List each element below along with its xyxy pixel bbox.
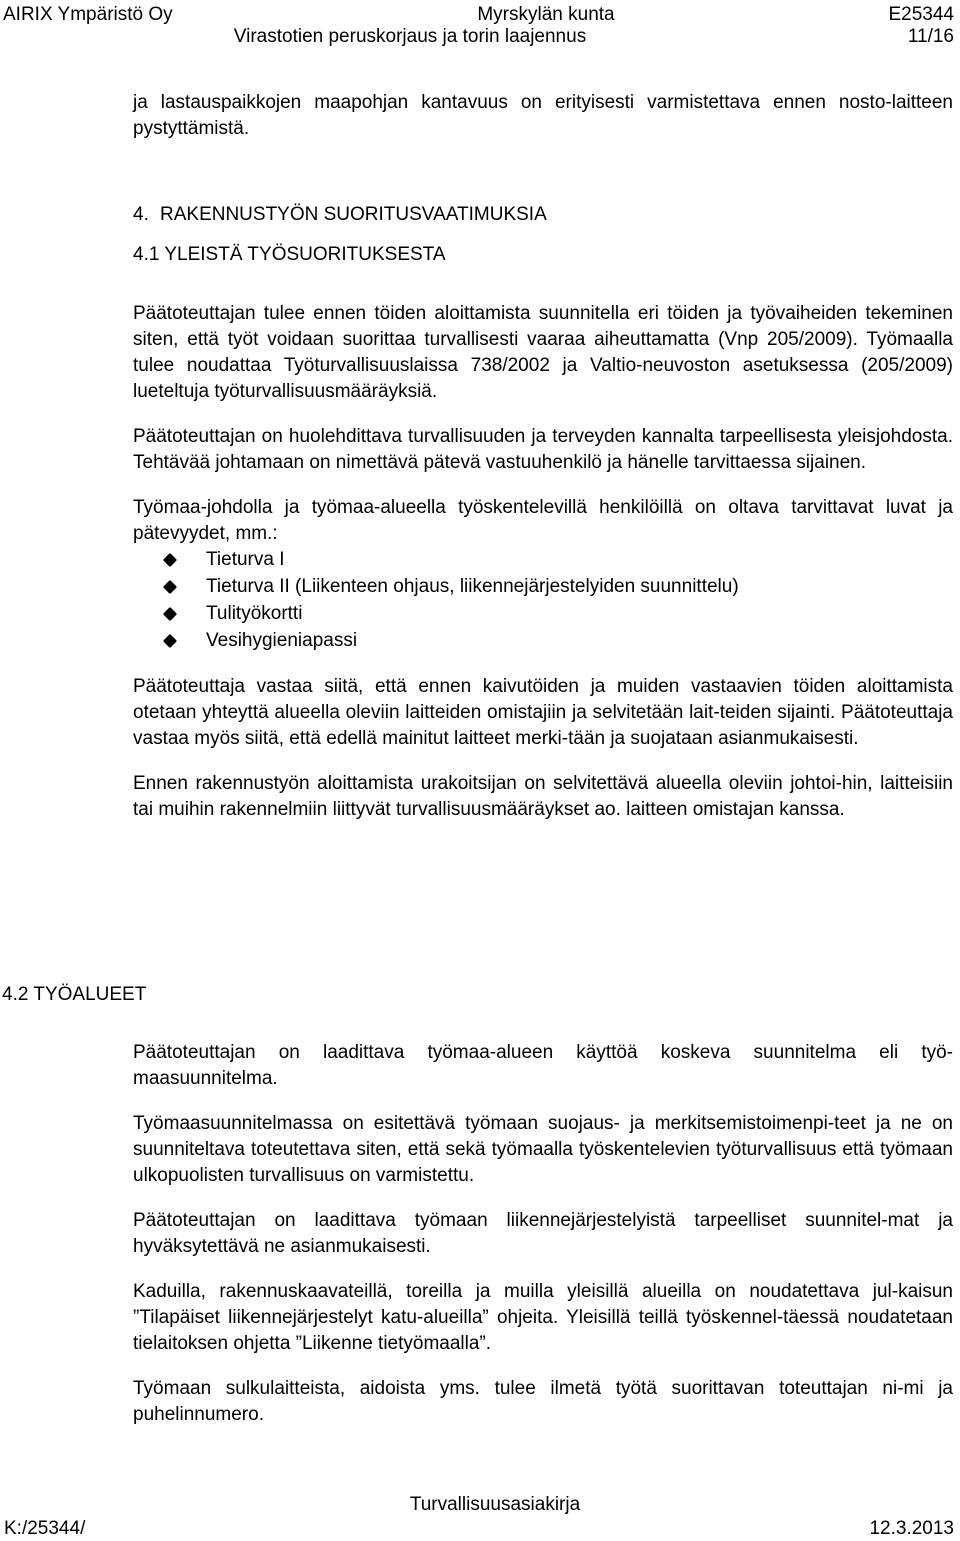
company-name: AIRIX Ympäristö Oy [3,4,173,25]
project-name: Virastotien peruskorjaus ja torin laajennus [233,26,587,47]
list-item: Tieturva I [133,547,953,574]
section-41-body [133,301,953,823]
qualification-list [133,547,953,655]
section-41-paragraph: Päätoteuttajan on huolehdittava turvallisuuden ja terveyden kannalta tarpeellisesta yleisjohdosta. Tehtävää johtamaan on nimettävä pätevä vastuuhenkilö ja hänelle tarvittaessa sijainen. [133,426,953,473]
intro-block [133,90,953,142]
intro-paragraph: ja lastauspaikkojen maapohjan kantavuus on erityisesti varmistettava ennen nosto-laitteen pystyttämistä. [133,92,953,139]
document-date: 12.3.2013 [869,1518,954,1539]
bullet-icon [163,580,177,594]
section-4-number: 4. [133,204,149,225]
section-41-heading: 4.1 YLEISTÄ TYÖSUORITUKSESTA [133,244,446,265]
page-footer [0,1491,960,1538]
bullet-icon [163,634,177,648]
list-item: Tieturva II (Liikenteen ohjaus, liikennejärjestelyiden suunnittelu) [133,574,953,601]
section-42-paragraph: Kaduilla, rakennuskaavateillä, toreilla ja muilla yleisillä alueilla on noudatettava jul-kaisun ”Tilapäiset liikennejärjestelyt katu-alueilla” ohjeita. Yleisillä teillä työskennel-täessä noudatetaan tielaitoksen ohjetta ”Liikenne tietyömaalla”. [133,1281,953,1354]
list-item: Tulityökortti [133,601,953,628]
section-4-title: RAKENNUSTYÖN SUORITUSVAATIMUKSIA [160,204,547,225]
section-42-paragraph: Päätoteuttajan on laadittava työmaa-alueen käyttöä koskeva suunnitelma eli työ-maasuunnitelma. [133,1042,953,1089]
bullet-icon [163,607,177,621]
list-item: Vesihygieniapassi [133,628,953,655]
section-42-body [133,1040,953,1428]
client-name: Myrskylän kunta [477,4,615,25]
section-42-heading: 4.2 TYÖALUEET [2,984,147,1005]
document-type: Turvallisuusasiakirja [409,1494,581,1515]
section-41-paragraph: Ennen rakennustyön aloittamista urakoitsijan on selvitettävä alueella oleviin johtoi-hin, laitteisiin tai muihin rakennelmiin liittyvät turvallisuusmääräykset ao. laitteen omistajan kanssa. [133,773,953,820]
page-header [0,0,960,52]
page-number: 11/16 [907,26,954,47]
section-42-paragraph: Päätoteuttajan on laadittava työmaan liikennejärjestelyistä tarpeelliset suunnitel-mat ja hyväksytettävä ne asianmukaisesti. [133,1210,953,1257]
project-code: E25344 [888,4,954,25]
section-41-paragraph: Päätoteuttaja vastaa siitä, että ennen kaivutöiden ja muiden vastaavien töiden aloittamista otetaan yhteyttä alueella oleviin laitteiden omistajiin ja selvitetään lait-teiden sijainti. Päätoteuttaja vastaa myös siitä, että edellä mainitut laitteet merki-tään ja suojataan asianmukaisesti. [133,676,953,749]
section-41-paragraph: Työmaa-johdolla ja työmaa-alueella työskentelevillä henkilöillä on oltava tarvittavat luvat ja pätevyydet, mm.: [133,497,953,544]
section-4-heading [133,202,547,228]
section-42-paragraph: Työmaasuunnitelmassa on esitettävä työmaan suojaus- ja merkitsemistoimenpi-teet ja ne on suunniteltava toteutettava siten, että sekä työmaalla työskentelevien työturvallisuus että työmaan ulkopuolisten turvallisuus on varmistettu. [133,1113,953,1186]
file-path: K:/25344/ [4,1518,86,1539]
section-41-paragraph: Päätoteuttajan tulee ennen töiden aloittamista suunnitella eri töiden ja työvaiheiden tekeminen siten, että työt voidaan suorittaa turvallisesti vaaraa aiheuttamatta (Vnp 205/2009). Työmaalla tulee noudattaa Työturvallisuuslaissa 738/2002 ja Valtio-neuvoston asetuksessa (205/2009) lueteltuja työturvallisuusmääräyksiä. [133,303,953,402]
section-42-paragraph: Työmaan sulkulaitteista, aidoista yms. tulee ilmetä työtä suorittavan toteuttajan ni-mi ja puhelinnumero. [133,1378,953,1425]
bullet-icon [163,553,177,567]
